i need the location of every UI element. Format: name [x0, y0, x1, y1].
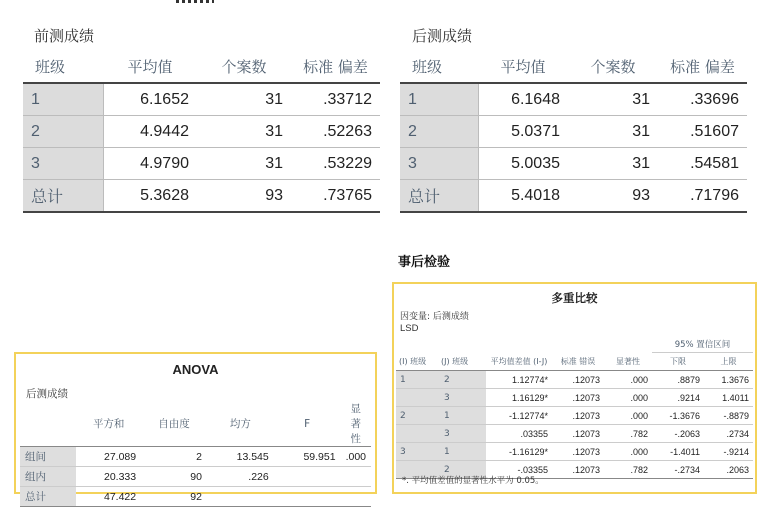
posthoc-header-row [396, 352, 753, 371]
anova-cell [274, 467, 341, 487]
table-row [20, 467, 371, 487]
post-cell: .33696 [658, 83, 747, 116]
posthoc-cell: 3 [440, 389, 486, 407]
pre-cell: .53229 [291, 148, 380, 180]
anova-cell [274, 487, 341, 507]
post-descriptives-table [400, 50, 747, 213]
pre-cell: 31 [197, 148, 291, 180]
pre-header-n: 个案数 [197, 50, 291, 83]
post-header-n: 个案数 [568, 50, 658, 83]
posthoc-cell: 1.3676 [721, 374, 749, 385]
anova-cell: 90 [190, 470, 202, 483]
post-header-mean: 平均值 [478, 50, 568, 83]
posthoc-cell: -.2734 [674, 464, 700, 475]
table-row [396, 425, 753, 443]
posthoc-header-diff: 平均值差值 (I-J) [490, 356, 548, 366]
anova-header-row [20, 401, 371, 447]
posthoc-cell: .12073 [572, 446, 600, 457]
posthoc-cell: .8879 [677, 374, 700, 385]
table-row [396, 389, 753, 407]
pre-cell: 总计 [23, 180, 103, 213]
pre-cell: 4.9790 [103, 148, 197, 180]
post-cell: 总计 [400, 180, 478, 213]
dependent-variable-label: 因变量: 后测成绩 [400, 312, 469, 322]
posthoc-header-upper: 上限 [720, 356, 737, 366]
post-cell: 5.0035 [478, 148, 568, 180]
posthoc-cell: -.9214 [723, 446, 749, 457]
anova-cell: 2 [196, 450, 202, 463]
post-cell: .71796 [658, 180, 747, 213]
posthoc-cell: .782 [630, 428, 648, 439]
posthoc-cell [396, 389, 440, 407]
table-row [400, 180, 747, 213]
post-cell: 6.1648 [478, 83, 568, 116]
table-row [23, 116, 380, 148]
pre-header-row [23, 50, 380, 83]
table-row [400, 83, 747, 116]
posthoc-section-title: 事后检验 [398, 255, 451, 270]
post-cell: 93 [568, 180, 658, 213]
table-row [23, 180, 380, 213]
anova-cell: 92 [190, 490, 202, 503]
posthoc-cell: 1.12774* [511, 374, 548, 385]
anova-cell: 组内 [20, 467, 76, 487]
post-header-row [400, 50, 747, 83]
posthoc-cell: .000 [630, 392, 648, 403]
pre-cell: 6.1652 [103, 83, 197, 116]
pre-cell: 4.9442 [103, 116, 197, 148]
table-row [396, 407, 753, 425]
posthoc-header-sig: 显著性 [616, 356, 640, 366]
anova-panel [14, 352, 377, 503]
posthoc-cell: .2734 [726, 428, 749, 439]
posthoc-header-se: 标准 错误 [560, 356, 596, 366]
ci-header: 95% 置信区间 [652, 336, 753, 352]
posthoc-cell: .12073 [572, 410, 600, 421]
posthoc-cell: .2063 [726, 464, 749, 475]
pre-cell: .33712 [291, 83, 380, 116]
anova-title: ANOVA [172, 362, 219, 377]
posthoc-cell: .12073 [572, 392, 600, 403]
posthoc-cell: -.8879 [723, 410, 749, 421]
post-table-title: 后测成绩 [412, 27, 473, 45]
pre-cell: 93 [197, 180, 291, 213]
posthoc-cell: .000 [630, 410, 648, 421]
anova-cell: .000 [345, 450, 366, 463]
table-row [23, 148, 380, 180]
posthoc-cell: 3 [396, 443, 440, 461]
clipped-top-text [176, 0, 216, 6]
posthoc-cell: -.03355 [517, 464, 548, 475]
posthoc-cell: .03355 [520, 428, 548, 439]
posthoc-header-j: (J) 班级 [441, 356, 469, 366]
posthoc-cell: 3 [440, 425, 486, 443]
anova-header-f: F [304, 417, 311, 430]
pre-cell: 2 [23, 116, 103, 148]
table-row [400, 148, 747, 180]
post-cell: 5.4018 [478, 180, 568, 213]
pre-header-group: 班级 [23, 50, 103, 83]
anova-cell: 47.422 [104, 490, 137, 503]
posthoc-cell: -1.16129* [508, 446, 548, 457]
pre-table-title: 前测成绩 [34, 27, 95, 45]
multiple-comparisons-table [396, 336, 753, 479]
table-row [396, 371, 753, 389]
anova-header-ms: 均方 [229, 418, 251, 430]
table-row [20, 447, 371, 467]
pre-cell: 5.3628 [103, 180, 197, 213]
posthoc-cell [396, 425, 440, 443]
posthoc-cell: .000 [630, 446, 648, 457]
post-header-group: 班级 [400, 50, 478, 83]
pre-header-mean: 平均值 [103, 50, 197, 83]
posthoc-cell: 1.16129* [511, 392, 548, 403]
posthoc-cell: 1 [440, 407, 486, 425]
post-cell: 3 [400, 148, 478, 180]
pre-cell: .52263 [291, 116, 380, 148]
post-cell: 1 [400, 83, 478, 116]
anova-header-sig: 显著性 [350, 403, 362, 445]
posthoc-cell: .9214 [677, 392, 700, 403]
anova-cell [207, 487, 274, 507]
posthoc-cell: .12073 [572, 428, 600, 439]
anova-cell [341, 487, 371, 507]
posthoc-cell: 1 [396, 371, 440, 389]
table-row [20, 487, 371, 507]
table-row [23, 83, 380, 116]
posthoc-cell: .000 [630, 374, 648, 385]
pre-cell: 1 [23, 83, 103, 116]
table-row [400, 116, 747, 148]
anova-cell: 20.333 [104, 470, 137, 483]
pre-cell: .73765 [291, 180, 380, 213]
pre-cell: 31 [197, 83, 291, 116]
post-cell: 31 [568, 148, 658, 180]
posthoc-header-lower: 下限 [670, 356, 686, 366]
posthoc-ci-header-row [396, 336, 753, 352]
post-cell: 31 [568, 116, 658, 148]
pre-header-sd: 标准 偏差 [291, 50, 380, 83]
method-label: LSD [400, 323, 419, 334]
anova-cell: 组间 [20, 447, 76, 467]
posthoc-cell: -1.12774* [508, 410, 548, 421]
posthoc-footnote: *. 平均值差值的显著性水平为 0.05。 [402, 476, 544, 486]
post-header-sd: 标准 偏差 [658, 50, 747, 83]
anova-header-ss: 平方和 [92, 418, 125, 430]
posthoc-cell: -1.3676 [669, 410, 700, 421]
anova-cell: .226 [248, 470, 269, 483]
posthoc-cell: -.2063 [674, 428, 700, 439]
post-cell: .54581 [658, 148, 747, 180]
anova-cell: 27.089 [104, 450, 137, 463]
post-cell: 2 [400, 116, 478, 148]
posthoc-cell: 1 [440, 443, 486, 461]
posthoc-cell: .12073 [572, 374, 600, 385]
posthoc-cell: .782 [630, 464, 648, 475]
post-cell: 5.0371 [478, 116, 568, 148]
posthoc-cell: 1.4011 [722, 392, 749, 403]
posthoc-cell: 2 [440, 461, 486, 479]
anova-cell: 13.545 [236, 450, 269, 463]
pre-cell: 3 [23, 148, 103, 180]
posthoc-title: 多重比较 [551, 291, 598, 305]
posthoc-cell: -1.4011 [670, 446, 700, 457]
anova-table [20, 401, 371, 507]
posthoc-cell: 2 [440, 371, 486, 389]
posthoc-cell: .12073 [572, 464, 600, 475]
posthoc-cell: 2 [396, 407, 440, 425]
post-cell: 31 [568, 83, 658, 116]
anova-cell: 59.951 [303, 450, 336, 463]
table-row [396, 443, 753, 461]
pre-descriptives-table [23, 50, 380, 213]
multiple-comparisons-panel [392, 282, 757, 494]
anova-header-df: 自由度 [158, 418, 190, 430]
anova-header-blank [20, 401, 76, 447]
anova-subtitle: 后测成绩 [26, 388, 68, 400]
post-cell: .51607 [658, 116, 747, 148]
anova-cell: 总计 [20, 487, 76, 507]
anova-cell [341, 467, 371, 487]
pre-cell: 31 [197, 116, 291, 148]
posthoc-header-i: (I) 班级 [399, 356, 427, 366]
